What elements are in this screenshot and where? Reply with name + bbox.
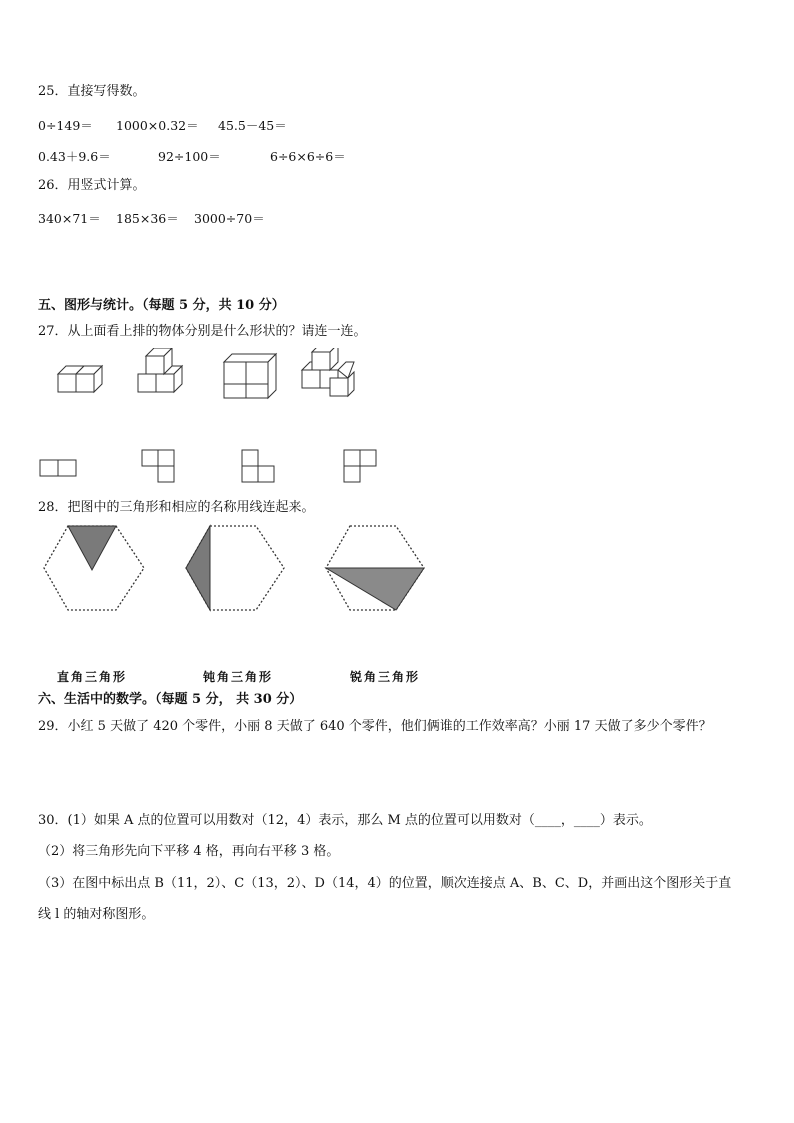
q25-expr-1: 0÷149＝ [38,118,93,133]
section5-title: 五、图形与统计。（每题 5 分，共 10 分） [38,298,285,313]
q27-solids-figure [50,348,380,406]
q30-line-3: （3）在图中标出点 B（11，2）、C（13，2）、D（14，4）的位置，顺次连接点 A、B、C、D，并画出这个图形关于直 [38,876,732,891]
q25-expr-4: 0.43＋9.6＝ [38,149,111,164]
q26-expr-3: 3000÷70＝ [194,211,265,226]
triangle-3 [326,568,424,610]
solid-3 [224,354,276,398]
top-view-1 [40,460,76,476]
q25-expr-6: 6÷6×6÷6＝ [270,149,346,164]
top-view-4 [344,450,376,482]
q26-expr-1: 340×71＝ [38,211,101,226]
solid-2 [138,348,182,392]
q28-hexagons-figure [40,522,440,618]
q25-expr-2: 1000×0.32＝ [116,118,199,133]
q25-expr-3: 45.5－45＝ [218,118,287,133]
section6-title: 六、生活中的数学。（每题 5 分， 共 30 分） [38,692,303,707]
triangle-2 [186,526,210,610]
label-right-triangle: 直角三角形 [57,670,128,684]
solid-1 [58,366,102,392]
solid-4 [302,348,354,396]
q30-line-4: 线 l 的轴对称图形。 [38,907,155,922]
q26-expr-2: 185×36＝ [116,211,179,226]
top-view-2 [142,450,174,482]
q29-text: 29．小红 5 天做了 420 个零件，小丽 8 天做了 640 个零件，他们俩谁的工作效率高？小丽 17 天做了多少个零件？ [38,719,712,734]
q26-title: 26．用竖式计算。 [38,178,146,193]
top-view-3 [242,450,274,482]
q25-expr-5: 92÷100＝ [158,149,221,164]
q28-title: 28．把图中的三角形和相应的名称用线连起来。 [38,500,315,515]
q30-line-1: 30．(1）如果 A 点的位置可以用数对（12，4）表示，那么 M 点的位置可以用数对（____，____）表示。 [38,813,652,828]
q27-title: 27．从上面看上排的物体分别是什么形状的？请连一连。 [38,324,367,339]
q27-top-views [36,446,386,486]
label-obtuse-triangle: 钝角三角形 [203,670,274,684]
triangle-1 [68,526,116,570]
q25-title: 25．直接写得数。 [38,84,146,99]
label-acute-triangle: 锐角三角形 [350,670,421,684]
q30-line-2: （2）将三角形先向下平移 4 格，再向右平移 3 格。 [38,844,340,859]
